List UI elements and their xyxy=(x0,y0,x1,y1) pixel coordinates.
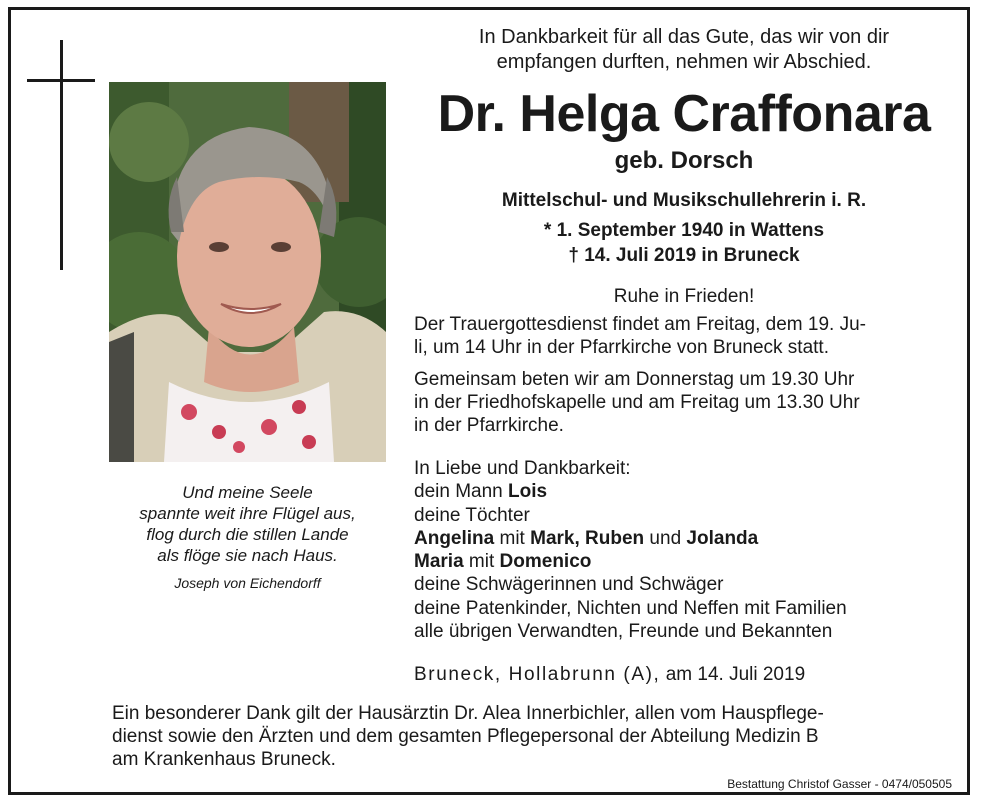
family-godchildren: deine Patenkinder, Nichten und Neffen mit Familien xyxy=(414,597,847,619)
family-husband xyxy=(414,480,959,503)
portrait-photo xyxy=(109,82,386,462)
family-inlaws: deine Schwägerinnen und Schwäger xyxy=(414,574,724,596)
place-and-date xyxy=(414,664,959,686)
cross-vertical-bar xyxy=(60,40,63,270)
thanks-line: am Krankenhaus Bruneck. xyxy=(112,749,336,770)
thanks-text xyxy=(112,702,958,771)
husband-name: Lois xyxy=(508,481,548,503)
prayer-line: in der Pfarrkirche. xyxy=(414,415,564,436)
profession: Mittelschul- und Musikschullehrerin i. R. xyxy=(501,190,867,211)
poem-line: als flöge sie nach Haus. xyxy=(157,546,338,565)
deceased-name: Dr. Helga Craffonara xyxy=(437,85,931,143)
connector-text: mit xyxy=(494,527,531,549)
prayer-line: Gemeinsam beten wir am Donnerstag um 19.30 Uhr xyxy=(414,369,855,390)
connector-text: mit xyxy=(463,551,500,573)
grandchildren-names: Mark, Ruben xyxy=(530,527,645,549)
thanks-line: Ein besonderer Dank gilt der Hausärztin Dr. Alea Innerbichler, allen vom Hauspflege- xyxy=(112,703,824,724)
notice-date: am 14. Juli 2019 xyxy=(660,664,806,685)
family-daughter-2 xyxy=(414,550,959,573)
gratitude-text xyxy=(414,25,954,75)
poem-line: spannte weit ihre Flügel aus, xyxy=(139,504,356,523)
thanks-line: dienst sowie den Ärzten und dem gesamten Pflegepersonal der Abteilung Medizin B xyxy=(112,726,819,747)
service-line: Der Trauergottesdienst findet am Freitag, dem 19. Ju- xyxy=(414,314,866,335)
family-list xyxy=(414,457,959,643)
prayer-text xyxy=(414,368,959,437)
funeral-service-text xyxy=(414,313,959,359)
partner-name: Domenico xyxy=(499,551,592,573)
undertaker-imprint: Bestattung Christof Gasser - 0474/050505 xyxy=(727,777,952,791)
poem-author: Joseph von Eichendorff xyxy=(174,575,321,591)
family-daughters: deine Töchter xyxy=(414,504,530,526)
family-daughter-1 xyxy=(414,527,959,550)
gratitude-line: In Dankbarkeit für all das Gute, das wir von dir xyxy=(478,26,890,48)
cross-horizontal-bar xyxy=(27,79,95,82)
gratitude-line: empfangen durften, nehmen wir Abschied. xyxy=(496,51,872,73)
husband-prefix: dein Mann xyxy=(414,481,509,503)
places: Bruneck, Hollabrunn (A), xyxy=(414,664,661,685)
connector-text: und xyxy=(644,527,687,549)
poem-line: flog durch die stillen Lande xyxy=(146,525,349,544)
life-dates xyxy=(414,218,954,268)
poem-line: Und meine Seele xyxy=(182,483,313,502)
rip-text: Ruhe in Frieden! xyxy=(613,286,755,307)
family-intro: In Liebe und Dankbarkeit: xyxy=(414,458,631,479)
daughter-2-name: Maria xyxy=(414,551,464,573)
birth-date: * 1. September 1940 in Wattens xyxy=(543,220,825,241)
death-date: † 14. Juli 2019 in Bruneck xyxy=(568,245,800,266)
family-others: alle übrigen Verwandten, Freunde und Bekannten xyxy=(414,621,833,643)
maiden-name: geb. Dorsch xyxy=(614,147,754,174)
poem xyxy=(109,482,386,566)
prayer-line: in der Friedhofskapelle und am Freitag um 13.30 Uhr xyxy=(414,392,860,413)
daughter-1-name: Angelina xyxy=(414,527,495,549)
service-line: li, um 14 Uhr in der Pfarrkirche von Bruneck statt. xyxy=(414,337,829,358)
grandchild-name: Jolanda xyxy=(686,527,759,549)
